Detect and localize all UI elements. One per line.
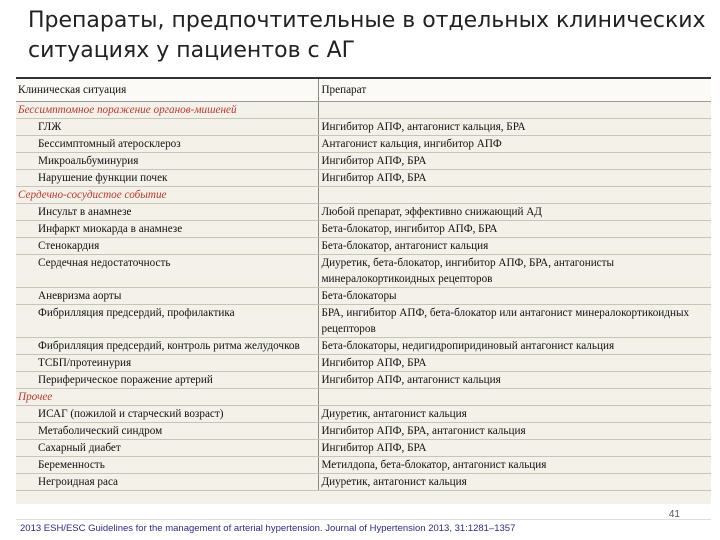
clinical-situation-cell: ГЛЖ [16,119,319,136]
table-row [16,170,711,187]
clinical-situation-cell: Инсульт в анамнезе [16,204,319,221]
clinical-situation-cell: Сахарный диабет [16,440,319,457]
drug-cell: БРА, ингибитор АПФ, бета-блокатор или антагонист минералокортикоидных рецепторов [319,305,711,338]
column-header-situation: Клиническая ситуация [16,78,319,102]
table-header-row [16,78,711,102]
clinical-situation-cell: Сердечная недостаточность [16,255,319,288]
clinical-situation-cell: Аневризма аорты [16,288,319,305]
drug-cell [319,187,711,204]
clinical-situation-cell: Метаболический синдром [16,423,319,440]
drug-cell [319,389,711,406]
drug-cell: Ингибитор АПФ, БРА [319,170,711,187]
table-row [16,338,711,355]
section-title: Прочее [16,389,319,406]
clinical-situation-cell: Периферическое поражение артерий [16,372,319,389]
table-row [16,305,711,338]
table-body [16,102,711,491]
clinical-situation-cell: Фибрилляция предсердий, контроль ритма желудочков [16,338,319,355]
drug-cell: Метилдопа, бета-блокатор, антагонист кальция [319,457,711,474]
table-row [16,457,711,474]
reference-note: 2013 ESH/ESC Guidelines for the management of arterial hypertension. Journal of Hypertension 2013, 31:1281–1357 [20,523,516,534]
slide-title: Препараты, предпочтительные в отдельных клинических ситуациях у пациентов с АГ [28,8,706,63]
table-row [16,474,711,491]
clinical-situation-cell: Бессимптомный атеросклероз [16,136,319,153]
drug-cell: Бета-блокатор, антагонист кальция [319,238,711,255]
drug-cell: Любой препарат, эффективно снижающий АД [319,204,711,221]
table-row [16,372,711,389]
clinical-situation-cell: ТСБП/протеинурия [16,355,319,372]
drug-cell: Диуретик, бета-блокатор, ингибитор АПФ, БРА, антагонисты минералокортикоидных рецепторов [319,255,711,288]
drug-cell: Бета-блокаторы, недигидропиридиновый антагонист кальция [319,338,711,355]
table-row [16,288,711,305]
table-row [16,204,711,221]
table-row [16,119,711,136]
table-row [16,136,711,153]
drug-cell: Диуретик, антагонист кальция [319,406,711,423]
column-header-drug: Препарат [319,78,711,102]
drug-cell [319,102,711,119]
clinical-situation-cell: Фибрилляция предсердий, профилактика [16,305,319,338]
drug-cell: Ингибитор АПФ, БРА [319,355,711,372]
section-row [16,389,711,406]
table-row [16,238,711,255]
drug-cell: Ингибитор АПФ, антагонист кальция, БРА [319,119,711,136]
clinical-situation-cell: Стенокардия [16,238,319,255]
table-row [16,255,711,288]
drug-table-container [16,77,711,504]
section-title: Бессимптомное поражение органов-мишеней [16,102,319,119]
table-row [16,440,711,457]
drug-cell: Ингибитор АПФ, антагонист кальция [319,372,711,389]
clinical-situation-cell: Инфаркт миокарда в анамнезе [16,221,319,238]
drug-cell: Диуретик, антагонист кальция [319,474,711,491]
table-row [16,423,711,440]
table-row [16,406,711,423]
drug-cell: Ингибитор АПФ, БРА [319,440,711,457]
drug-cell: Ингибитор АПФ, БРА, антагонист кальция [319,423,711,440]
clinical-situation-cell: Негроидная раса [16,474,319,491]
clinical-situation-cell: Микроальбуминурия [16,153,319,170]
clinical-situation-cell: Нарушение функции почек [16,170,319,187]
footer-divider [16,519,711,520]
drug-cell: Бета-блокаторы [319,288,711,305]
drug-table [16,77,711,491]
table-row [16,355,711,372]
section-row [16,102,711,119]
drug-cell: Ингибитор АПФ, БРА [319,153,711,170]
table-row [16,153,711,170]
section-row [16,187,711,204]
drug-cell: Антагонист кальция, ингибитор АПФ [319,136,711,153]
drug-cell: Бета-блокатор, ингибитор АПФ, БРА [319,221,711,238]
table-row [16,221,711,238]
section-title: Сердечно-сосудистое событие [16,187,319,204]
clinical-situation-cell: ИСАГ (пожилой и старческий возраст) [16,406,319,423]
page-number: 41 [668,509,680,520]
clinical-situation-cell: Беременность [16,457,319,474]
